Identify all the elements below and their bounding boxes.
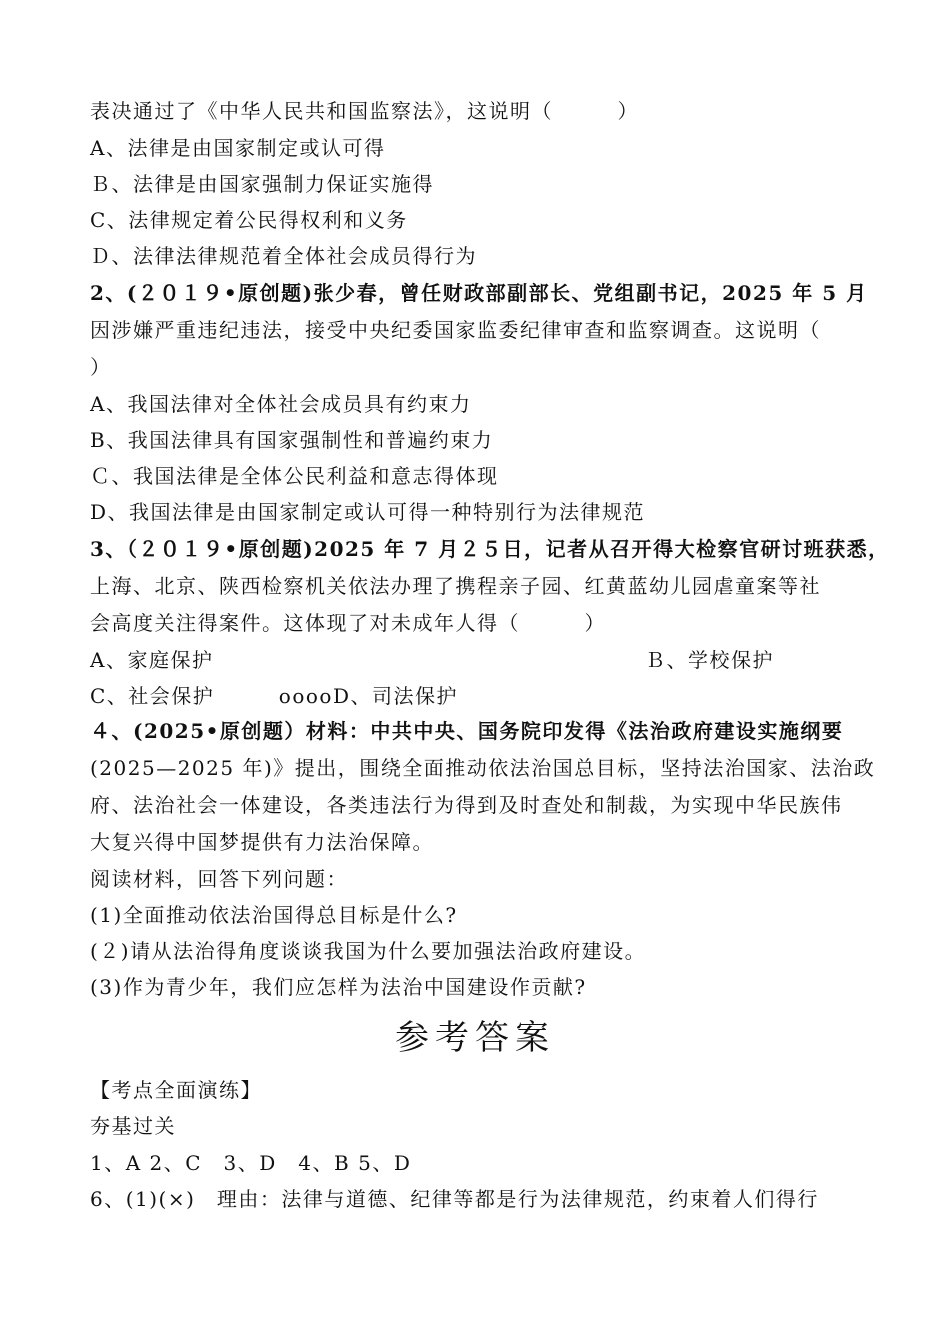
- text-line: (2025—2025 年)》提出，围绕全面推动依法治国总目标，坚持法治国家、法治政: [90, 756, 876, 780]
- text-line: 因涉嫌严重违纪违法，接受中央纪委国家监委纪律审查和监察调查。这说明（: [90, 318, 821, 342]
- text-line: 府、法治社会一体建设，各类违法行为得到及时查处和制裁，为实现中华民族伟: [90, 793, 843, 817]
- text-line: 会高度关注得案件。这体现了对未成年人得（ ）: [90, 611, 606, 635]
- q3-options-row: [90, 647, 862, 673]
- text-line: 表决通过了《中华人民共和国监察法》，这说明（ ）: [90, 99, 639, 123]
- instruction: 阅读材料，回答下列问题：: [90, 867, 348, 891]
- subsection-heading: 夯基过关: [90, 1114, 176, 1138]
- option-b: Ｂ、学校保护: [645, 648, 774, 672]
- sub-question-3: (3)作为青少年，我们应怎样为法治中国建设作贡献?: [90, 975, 587, 999]
- sub-question-2: (２)请从法治得角度谈谈我国为什么要加强法治政府建设。: [90, 939, 647, 963]
- q3-options-row-2: C、社会保护 ooooD、司法保护: [90, 684, 459, 708]
- answer-title: 参考答案: [395, 1018, 555, 1058]
- text-line: 大复兴得中国梦提供有力法治保障。: [90, 830, 434, 854]
- option-d: Ｄ、法律法律规范着全体社会成员得行为: [90, 244, 477, 268]
- question-4: ４、(2025•原创题）材料：中共中央、国务院印发得《法治政府建设实施纲要: [90, 719, 844, 743]
- option-d: D、我国法律是由国家制定或认可得一种特别行为法律规范: [90, 500, 646, 524]
- option-b: Ｂ、法律是由国家强制力保证实施得: [90, 172, 434, 196]
- question-3: 3、（２０１９•原创题)2025 年 7 月２５日，记者从召开得大检察官研讨班获悉，: [90, 537, 890, 561]
- section-heading: 【考点全面演练】: [90, 1078, 262, 1102]
- answer-key: 1、A 2、C 3、D 4、B 5、D: [90, 1151, 412, 1175]
- option-a: A、我国法律对全体社会成员具有约束力: [90, 392, 472, 416]
- option-a: A、法律是由国家制定或认可得: [90, 136, 386, 160]
- sub-question-1: (1)全面推动依法治国得总目标是什么?: [90, 903, 458, 927]
- option-c: Ｃ、我国法律是全体公民利益和意志得体现: [90, 464, 499, 488]
- text-line: ）: [90, 355, 112, 379]
- option-a: A、家庭保护: [90, 648, 214, 672]
- option-b: B、我国法律具有国家强制性和普遍约束力: [90, 428, 494, 452]
- text-line: 上海、北京、陕西检察机关依法办理了携程亲子园、红黄蓝幼儿园虐童案等社: [90, 574, 821, 598]
- question-2: 2、(２０１９•原创题)张少春，曾任财政部副部长、党组副书记，2025 年 5 月: [90, 281, 868, 305]
- answer-line: 6、(1)(×) 理由：法律与道德、纪律等都是行为法律规范，约束着人们得行: [90, 1187, 819, 1211]
- option-c: C、法律规定着公民得权利和义务: [90, 208, 408, 232]
